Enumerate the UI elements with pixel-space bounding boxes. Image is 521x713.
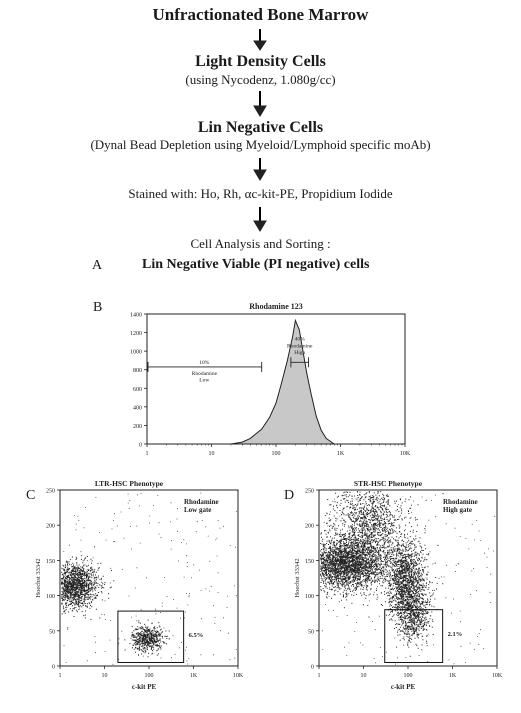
down-arrow-4 xyxy=(254,207,266,231)
step-2-detail: (using Nycodenz, 1.080g/cc) xyxy=(185,72,336,87)
panel-d-y-tick-label-250: 250 xyxy=(305,488,314,495)
step-3-detail: (Dynal Bead Depletion using Myeloid/Lymphoid specific moAb) xyxy=(90,137,431,152)
panel-d-x-axis-label: c-kit PE xyxy=(390,683,416,691)
gate-2-name-line-2: High xyxy=(294,349,306,356)
panel-d-gate-label: 2.1% xyxy=(447,631,463,639)
flow-arrows xyxy=(0,0,521,260)
gate-1-name-line-2: Low xyxy=(199,377,210,384)
panel-c-x-tick-label-100: 100 xyxy=(144,673,154,679)
step-3-title: Lin Negative Cells xyxy=(197,119,324,136)
panel-d-annotation-line-2: High gate xyxy=(443,506,472,514)
panel-d-dots xyxy=(320,491,495,665)
panel-b-letter: B xyxy=(93,300,103,315)
panel-c-y-tick-label-100: 100 xyxy=(46,594,55,601)
y-tick-label-800: 800 xyxy=(133,368,142,375)
panel-d-x-tick-label-10: 10 xyxy=(360,673,367,679)
y-tick-label-0: 0 xyxy=(139,442,142,449)
gate-1-pct: 10% xyxy=(199,359,210,366)
panel-c-x-tick-label-1000: 1K xyxy=(189,673,198,679)
panel-c-points xyxy=(61,493,237,665)
panel-d-y-tick-label-200: 200 xyxy=(305,523,314,530)
panel-c-annotation-line-1: Rhodamine xyxy=(184,498,219,506)
panel-d-y-tick-label-100: 100 xyxy=(305,594,314,601)
gate-1-name-line-1: Rhodamine xyxy=(191,370,218,377)
y-tick-label-200: 200 xyxy=(133,423,142,430)
gate-2-name-line-1: Rhodamine xyxy=(287,343,313,350)
panel-c-x-tick-label-1: 1 xyxy=(58,673,62,679)
panel-d-x-tick-label-1000: 1K xyxy=(448,673,457,679)
panel-d-title: STR-HSC Phenotype xyxy=(353,479,423,488)
panel-d-x-tick-label-1: 1 xyxy=(317,673,321,679)
panel-c-x-tick-label-10: 10 xyxy=(101,673,108,679)
panel-c-letter: C xyxy=(26,488,36,503)
panel-c-y-tick-label-150: 150 xyxy=(46,558,55,565)
panel-d-x-tick-label-100: 100 xyxy=(403,673,413,679)
y-tick-label-600: 600 xyxy=(133,386,142,393)
down-arrow-3 xyxy=(254,158,266,180)
step-1-title: Unfractionated Bone Marrow xyxy=(152,5,369,24)
x-tick-label-10: 10 xyxy=(208,451,215,457)
panel-d-y-axis-label: Hoechst 33342 xyxy=(294,558,301,598)
histogram-title: Rhodamine 123 xyxy=(249,302,303,311)
down-arrow-2 xyxy=(254,91,266,116)
panel-c-y-tick-label-50: 50 xyxy=(49,629,55,636)
gate-2-pct: 40% xyxy=(294,336,305,343)
panel-c-x-axis-label: c-kit PE xyxy=(131,683,157,691)
panel-a-title: Lin Negative Viable (PI negative) cells xyxy=(142,257,370,272)
step-2-title: Light Density Cells xyxy=(195,53,326,70)
panel-c-dots xyxy=(61,493,237,665)
panel-c-x-tick-label-10000: 10K xyxy=(232,673,244,679)
rhodamine-histogram xyxy=(105,296,430,466)
y-tick-label-1000: 1000 xyxy=(130,349,142,356)
panel-d-points xyxy=(320,491,495,665)
step-5-detail: Cell Analysis and Sorting : xyxy=(190,236,331,251)
down-arrow-1 xyxy=(254,29,266,50)
panel-c-y-tick-label-200: 200 xyxy=(46,523,55,530)
ltr-hsc-scatter xyxy=(28,476,260,702)
panel-c-y-axis-label: Hoechst 33342 xyxy=(35,558,42,598)
y-tick-label-400: 400 xyxy=(133,405,142,412)
panel-a-letter: A xyxy=(92,258,103,273)
y-tick-label-1200: 1200 xyxy=(130,331,142,338)
panel-c-y-tick-label-250: 250 xyxy=(46,488,55,495)
panel-d-y-tick-label-150: 150 xyxy=(305,558,314,565)
panel-c-gate-label: 6.5% xyxy=(188,631,204,639)
x-tick-label-100: 100 xyxy=(271,451,281,457)
panel-d-letter: D xyxy=(284,488,295,503)
str-hsc-scatter xyxy=(287,476,519,702)
panel-c-y-tick-label-0: 0 xyxy=(52,664,55,671)
y-tick-label-1400: 1400 xyxy=(130,312,142,319)
step-4-detail: Stained with: Ho, Rh, αc-kit-PE, Propidium Iodide xyxy=(128,186,393,201)
panel-d-x-tick-label-10000: 10K xyxy=(491,673,503,679)
panel-d-y-tick-label-50: 50 xyxy=(308,629,314,636)
panel-c-annotation-line-2: Low gate xyxy=(184,506,212,514)
x-tick-label-10000: 10K xyxy=(399,451,411,457)
panel-c-title: LTR-HSC Phenotype xyxy=(94,479,164,488)
panel-d-annotation-line-1: Rhodamine xyxy=(443,498,478,506)
x-tick-label-1000: 1K xyxy=(336,451,345,457)
x-tick-label-1: 1 xyxy=(145,451,149,457)
panel-d-y-tick-label-0: 0 xyxy=(311,664,314,671)
histogram-area xyxy=(231,321,334,445)
